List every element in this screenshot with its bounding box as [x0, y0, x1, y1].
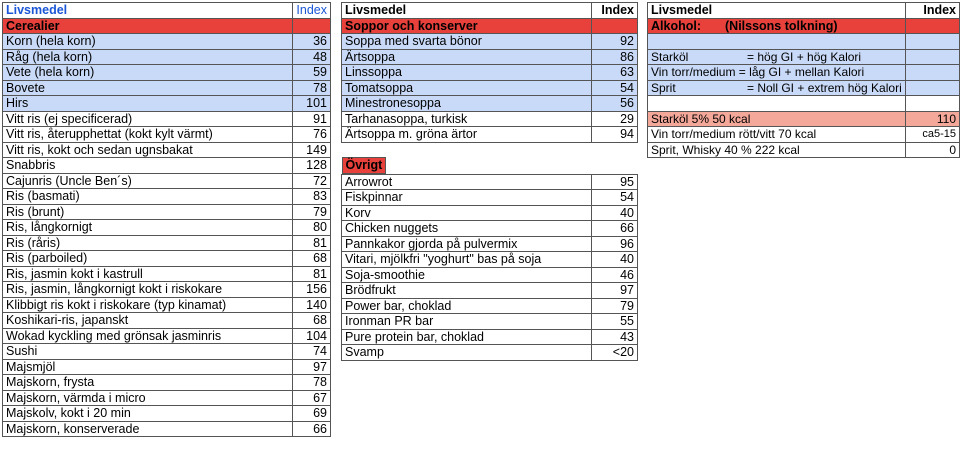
table-row [342, 252, 638, 268]
table-row-name-cell[interactable]: Ironman PR bar [342, 314, 592, 330]
table-row-name-cell[interactable]: Majskorn, konserverade [3, 421, 293, 437]
header-index[interactable]: Index [905, 3, 959, 19]
table-row [3, 127, 331, 143]
table-row-name-cell[interactable]: Soja-smoothie [342, 267, 592, 283]
table-row [3, 158, 331, 174]
table-row-name-cell[interactable]: Fiskpinnar [342, 190, 592, 206]
table-row [342, 174, 638, 190]
table-row-index-cell[interactable]: 67 [293, 390, 331, 406]
table-row [3, 328, 331, 344]
table-row-index-cell[interactable]: 83 [293, 189, 331, 205]
alcohol-row [648, 111, 960, 127]
table-row-name-cell[interactable]: Power bar, choklad [342, 298, 592, 314]
table-row [3, 266, 331, 282]
table-row-index-cell[interactable]: 156 [293, 282, 331, 298]
legend-row [648, 80, 960, 96]
table-row [3, 220, 331, 236]
table-row-index-cell[interactable]: 96 [592, 236, 638, 252]
table-row [342, 127, 638, 143]
header-row [3, 3, 331, 19]
table-row-index-cell[interactable]: 43 [592, 329, 638, 345]
table-row-name-cell[interactable]: Majskorn, frysta [3, 375, 293, 391]
table-row-index-cell[interactable]: 91 [293, 111, 331, 127]
table-row [3, 204, 331, 220]
section-soppor-label[interactable]: Soppor och konserver [342, 18, 592, 34]
table-row-name-cell[interactable]: Sushi [3, 344, 293, 360]
alcohol-row [648, 142, 960, 158]
table-row-name-cell[interactable]: Pure protein bar, choklad [342, 329, 592, 345]
table-row-name-cell[interactable]: Snabbris [3, 158, 293, 174]
table-row-index-cell[interactable]: 66 [592, 221, 638, 237]
table-row-name-cell[interactable]: Bovete [3, 80, 293, 96]
table-row [342, 96, 638, 112]
legend-row [648, 65, 960, 81]
table-row-name-cell[interactable]: Ärtsoppa [342, 49, 592, 65]
legend-row [648, 49, 960, 65]
table-row-name-cell[interactable]: Majskorn, värmda i micro [3, 390, 293, 406]
table-row-index-cell[interactable]: <20 [592, 345, 638, 361]
table-row-index-cell[interactable]: 76 [293, 127, 331, 143]
table-row-name-cell[interactable]: Chicken nuggets [342, 221, 592, 237]
table-row-name-cell[interactable]: Soppa med svarta bönor [342, 34, 592, 50]
table-row [3, 375, 331, 391]
table-row-name-cell[interactable]: Linssoppa [342, 65, 592, 81]
table-row-name-cell[interactable]: Klibbigt ris kokt i riskokare (typ kinamat) [3, 297, 293, 313]
table-row-index-cell[interactable]: 74 [293, 344, 331, 360]
table-row [3, 142, 331, 158]
table-row-name-cell[interactable]: Cajunris (Uncle Ben´s) [3, 173, 293, 189]
table-row-index-cell[interactable]: 46 [592, 267, 638, 283]
table-row-index-cell[interactable]: 59 [293, 65, 331, 81]
table-row-index-cell[interactable]: 79 [293, 204, 331, 220]
blank-row-index-cell[interactable] [905, 96, 959, 112]
table-row-index-cell[interactable]: 80 [293, 220, 331, 236]
table-row-index-cell[interactable]: 69 [293, 406, 331, 422]
section-soppor [342, 18, 638, 34]
header-index[interactable]: Index [293, 3, 331, 19]
table-row-index-cell[interactable]: 68 [293, 313, 331, 329]
table-row-index-cell[interactable]: 140 [293, 297, 331, 313]
alcohol-row-name-cell[interactable]: Starköl 5% 50 kcal [648, 111, 906, 127]
legend-desc: = Noll GI + extrem hög Kalori [747, 80, 902, 95]
table-row-name-cell[interactable]: Koshikari-ris, japanskt [3, 313, 293, 329]
table-row-name-cell[interactable]: Ris (parboiled) [3, 251, 293, 267]
blank-row-name-cell[interactable] [648, 96, 906, 112]
section-ovrigt-label[interactable] [342, 157, 592, 174]
cereals-table [2, 2, 331, 437]
table-row [3, 344, 331, 360]
table-row [3, 65, 331, 81]
table-row [3, 49, 331, 65]
table-row-index-cell[interactable]: 81 [293, 266, 331, 282]
table-row-name-cell[interactable]: Ris (råris) [3, 235, 293, 251]
table-row-name-cell[interactable]: Majskolv, kokt i 20 min [3, 406, 293, 422]
section-alkohol [648, 18, 960, 34]
header-row [342, 3, 638, 19]
table-row [342, 111, 638, 127]
table-row [3, 189, 331, 205]
table-row [3, 359, 331, 375]
table-row [3, 251, 331, 267]
section-alkohol-index [905, 18, 959, 34]
table-row-index-cell[interactable]: 79 [592, 298, 638, 314]
table-row-name-cell[interactable]: Vitt ris, kokt och sedan ugnsbakat [3, 142, 293, 158]
table-row [342, 283, 638, 299]
table-row [3, 111, 331, 127]
table-row [342, 49, 638, 65]
table-row-index-cell[interactable]: 56 [592, 96, 638, 112]
section-cerealier [3, 18, 331, 34]
legend-row-index-cell[interactable] [905, 65, 959, 81]
table-row-name-cell[interactable]: Ris, jasmin, långkornigt kokt i riskokare [3, 282, 293, 298]
table-row-name-cell[interactable]: Tomatsoppa [342, 80, 592, 96]
table-row [342, 345, 638, 361]
table-row [342, 65, 638, 81]
alcohol-table [647, 2, 960, 158]
table-row-name-cell[interactable]: Svamp [342, 345, 592, 361]
spacer-row [342, 142, 638, 157]
blank-row-name-cell[interactable] [648, 34, 906, 50]
table-row-name-cell[interactable]: Vete (hela korn) [3, 65, 293, 81]
legend-desc: = hög GI + hög Kalori [747, 49, 862, 64]
header-livsmedel[interactable]: Livsmedel [3, 3, 293, 19]
table-row-name-cell[interactable]: Ris (basmati) [3, 189, 293, 205]
table-row-index-cell[interactable]: 92 [592, 34, 638, 50]
table-row [3, 173, 331, 189]
section-alkohol-label: Alkohol: [651, 18, 701, 33]
table-row-index-cell[interactable]: 29 [592, 111, 638, 127]
table-row-name-cell[interactable]: Vitt ris, återupphettat (kokt kylt värmt) [3, 127, 293, 143]
table-row [342, 80, 638, 96]
blank-row [648, 34, 960, 50]
table-row-index-cell[interactable]: 78 [293, 375, 331, 391]
section-ovrigt-text: Övrigt [342, 157, 387, 174]
table-row-index-cell[interactable]: 104 [293, 328, 331, 344]
table-row [3, 80, 331, 96]
table-row [3, 96, 331, 112]
table-row-name-cell[interactable]: Hirs [3, 96, 293, 112]
table-row-name-cell[interactable]: Korv [342, 205, 592, 221]
section-ovrigt [342, 157, 638, 174]
header-livsmedel[interactable]: Livsmedel [342, 3, 592, 19]
table-row-name-cell[interactable]: Ris (brunt) [3, 204, 293, 220]
table-row-index-cell[interactable]: 40 [592, 252, 638, 268]
table-row-index-cell[interactable]: 55 [592, 314, 638, 330]
table-row [342, 267, 638, 283]
section-ovrigt-blank [592, 157, 638, 174]
blank-row-index-cell[interactable] [905, 34, 959, 50]
legend-row-index-cell[interactable] [905, 49, 959, 65]
legend-row-name-cell[interactable] [648, 80, 906, 96]
table-row [342, 221, 638, 237]
legend-row-index-cell[interactable] [905, 80, 959, 96]
spacer-cell [592, 142, 638, 157]
legend-row-name-cell[interactable] [648, 49, 906, 65]
table-row-index-cell[interactable]: 149 [293, 142, 331, 158]
table-row-name-cell[interactable]: Vitari, mjölkfri "yoghurt" bas på soja [342, 252, 592, 268]
legend-name: Starköl [651, 49, 689, 64]
legend-row-name-cell[interactable] [648, 65, 906, 81]
alcohol-row [648, 127, 960, 143]
table-row-index-cell[interactable]: 86 [592, 49, 638, 65]
alcohol-row-index-cell[interactable]: ca5-15 [905, 127, 959, 143]
table-row-index-cell[interactable]: 66 [293, 421, 331, 437]
table-row-index-cell[interactable]: 72 [293, 173, 331, 189]
table-row-name-cell[interactable]: Ärtsoppa m. gröna ärtor [342, 127, 592, 143]
table-row [342, 314, 638, 330]
legend-name: Sprit [651, 80, 676, 95]
table-row-name-cell[interactable]: Pannkakor gjorda på pulvermix [342, 236, 592, 252]
table-row [342, 329, 638, 345]
table-row-name-cell[interactable]: Wokad kyckling med grönsak jasminris [3, 328, 293, 344]
table-row-index-cell[interactable]: 48 [293, 49, 331, 65]
table-row [3, 34, 331, 50]
section-alkohol-note: (Nilssons tolkning) [725, 18, 838, 33]
alcohol-row-index-cell[interactable]: 0 [905, 142, 959, 158]
table-row [3, 406, 331, 422]
table-row [3, 421, 331, 437]
table-row-index-cell[interactable]: 97 [293, 359, 331, 375]
table-row [342, 298, 638, 314]
table-row-index-cell[interactable]: 97 [592, 283, 638, 299]
table-row-index-cell[interactable]: 40 [592, 205, 638, 221]
table-row [3, 282, 331, 298]
table-row [3, 390, 331, 406]
table-row-index-cell[interactable]: 54 [592, 80, 638, 96]
table-row [342, 190, 638, 206]
table-row [342, 34, 638, 50]
table-row-name-cell[interactable]: Tarhanasoppa, turkisk [342, 111, 592, 127]
section-soppor-index-cell[interactable] [592, 18, 638, 34]
table-row-index-cell[interactable]: 54 [592, 190, 638, 206]
table-row-index-cell[interactable]: 94 [592, 127, 638, 143]
header-livsmedel[interactable]: Livsmedel [648, 3, 906, 19]
table-row-name-cell[interactable]: Ris, jasmin kokt i kastrull [3, 266, 293, 282]
table-row-index-cell[interactable]: 81 [293, 235, 331, 251]
table-row [3, 313, 331, 329]
section-cerealier-index-cell[interactable] [293, 18, 331, 34]
soups-table [341, 2, 638, 361]
spacer-cell [342, 142, 592, 157]
table-row-index-cell[interactable]: 95 [592, 174, 638, 190]
section-alkohol-cell[interactable] [648, 18, 906, 34]
table-row-name-cell[interactable]: Minestronesoppa [342, 96, 592, 112]
legend-name: Vin torr/medium = låg GI + mellan Kalori [651, 65, 865, 79]
table-row-name-cell[interactable]: Korn (hela korn) [3, 34, 293, 50]
blank-row [648, 96, 960, 112]
table-row-name-cell[interactable]: Råg (hela korn) [3, 49, 293, 65]
alcohol-row-name-cell[interactable]: Vin torr/medium rött/vitt 70 kcal [648, 127, 906, 143]
table-row-name-cell[interactable]: Brödfrukt [342, 283, 592, 299]
table-row-name-cell[interactable]: Vitt ris (ej specificerad) [3, 111, 293, 127]
table-row [342, 236, 638, 252]
table-row-index-cell[interactable]: 78 [293, 80, 331, 96]
header-row [648, 3, 960, 19]
table-row-name-cell[interactable]: Majsmjöl [3, 359, 293, 375]
table-row-index-cell[interactable]: 63 [592, 65, 638, 81]
section-cerealier-label[interactable]: Cerealier [3, 18, 293, 34]
table-row-name-cell[interactable]: Ris, långkornigt [3, 220, 293, 236]
table-row-index-cell[interactable]: 101 [293, 96, 331, 112]
alcohol-row-index-cell[interactable]: 110 [905, 111, 959, 127]
table-row-index-cell[interactable]: 128 [293, 158, 331, 174]
header-index[interactable]: Index [592, 3, 638, 19]
table-row-index-cell[interactable]: 68 [293, 251, 331, 267]
table-row-name-cell[interactable]: Arrowrot [342, 174, 592, 190]
alcohol-row-name-cell[interactable]: Sprit, Whisky 40 % 222 kcal [648, 142, 906, 158]
table-row [3, 297, 331, 313]
table-row [3, 235, 331, 251]
table-row-index-cell[interactable]: 36 [293, 34, 331, 50]
table-row [342, 205, 638, 221]
